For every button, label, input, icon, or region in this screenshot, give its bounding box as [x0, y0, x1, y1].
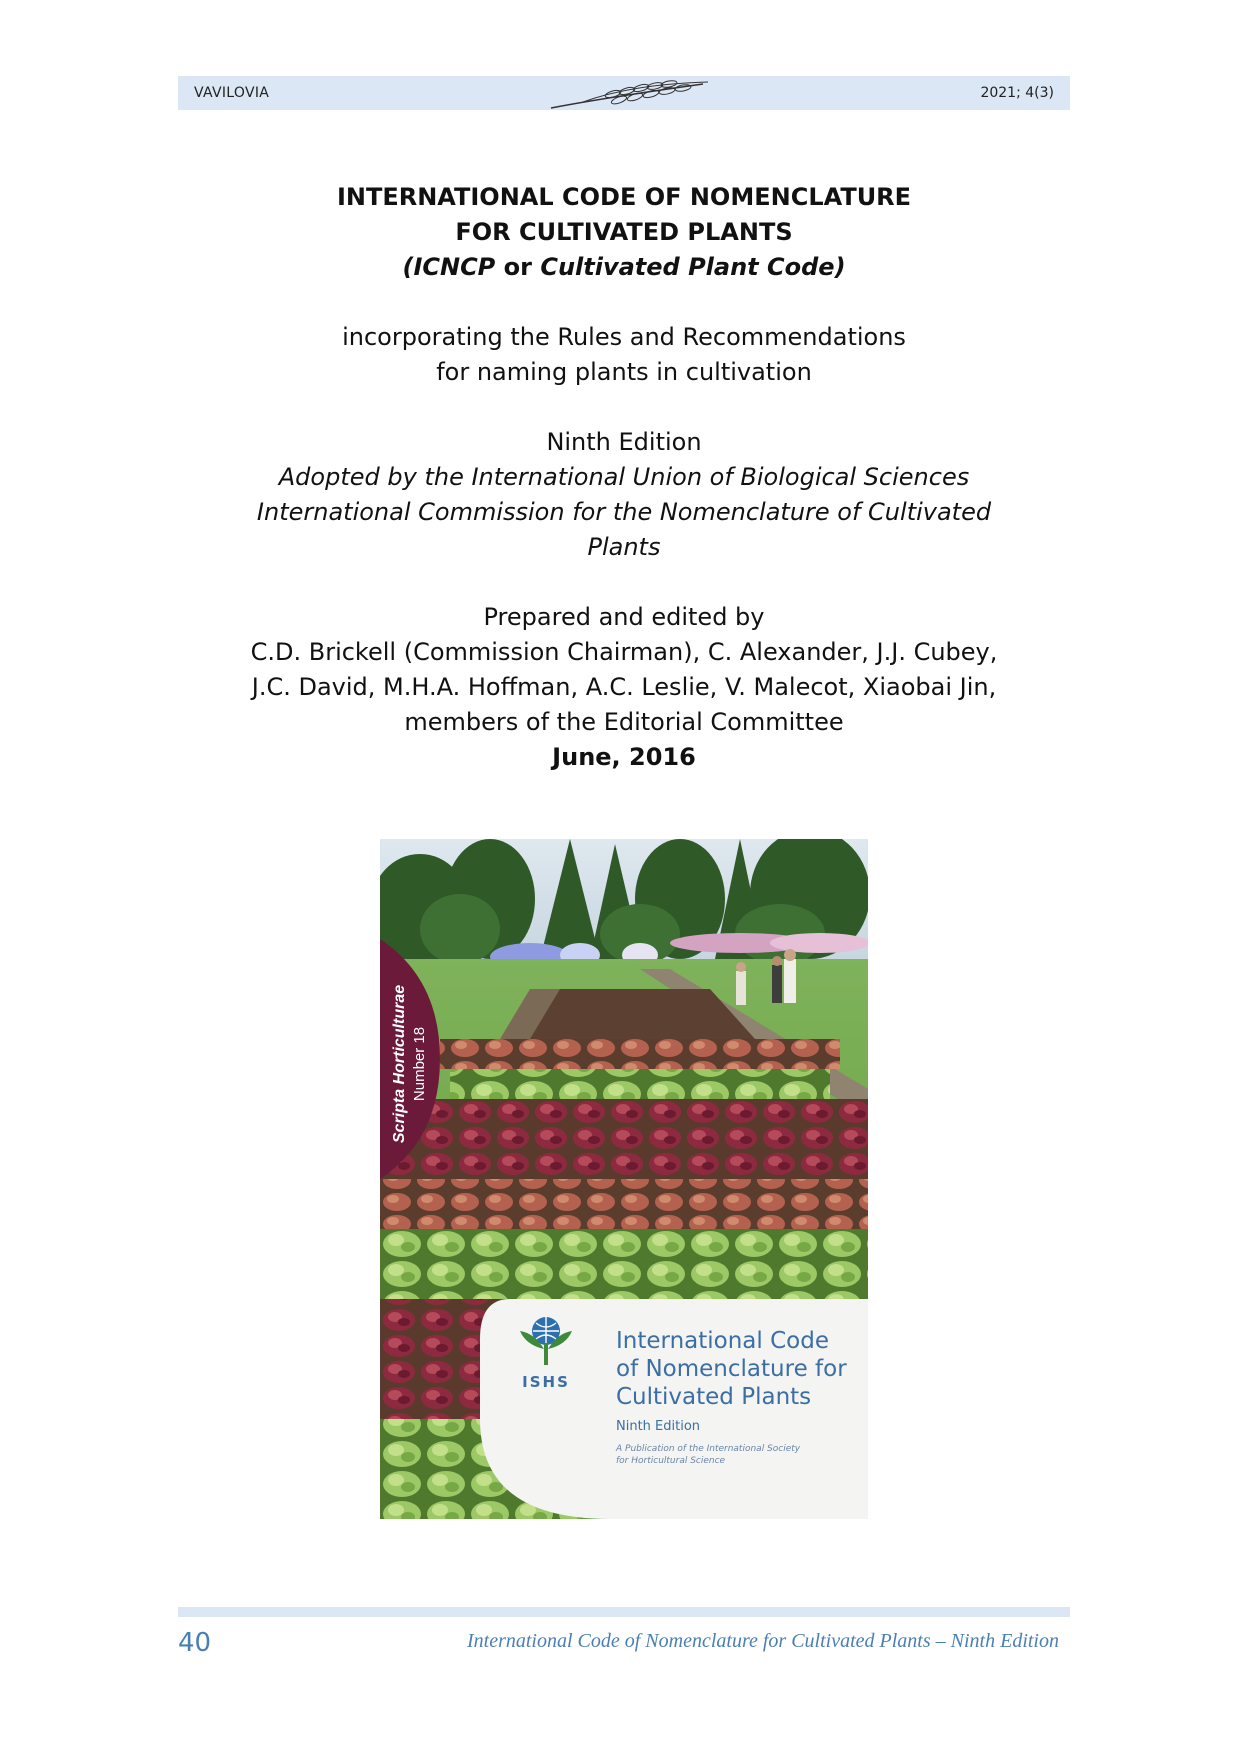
cover-edition: Ninth Edition [616, 1419, 701, 1434]
wheat-ear-icon [543, 78, 713, 112]
series-label [382, 949, 440, 1179]
title-line-2: FOR CULTIVATED PLANTS [455, 218, 793, 246]
cover-publication-note [616, 1443, 816, 1467]
cover-title-line-3: Cultivated Plants [616, 1384, 812, 1410]
credits-line-2: C.D. Brickell (Commission Chairman), C. Alexander, J.J. Cubey, [250, 638, 998, 666]
title-block [178, 180, 1070, 775]
title-line-1: INTERNATIONAL CODE OF NOMENCLATURE [336, 183, 912, 211]
adopted-line-1: Adopted by the International Union of Biological Sciences [278, 463, 970, 491]
ishs-logo-text: ISHS [522, 1373, 570, 1391]
page-number: 40 [178, 1628, 212, 1658]
edition-label: Ninth Edition [546, 428, 702, 456]
running-footer-title: International Code of Nomenclature for Cultivated Plants – Ninth Edition [466, 1630, 1059, 1652]
series-name: Scripta Horticulturae [391, 984, 408, 1144]
title-abbreviation [178, 250, 1070, 285]
credits-line-4: members of the Editorial Committee [404, 708, 844, 736]
ishs-globe-leaf-icon [506, 1309, 586, 1419]
adopted-line-2: International Commission for the Nomenclature of Cultivated [256, 498, 992, 526]
cover-title-line-1: International Code [616, 1328, 829, 1354]
issue-number: 2021; 4(3) [980, 85, 1054, 101]
cover-title-line-2: of Nomenclature for [616, 1356, 847, 1382]
subtitle-line-2: for naming plants in cultivation [436, 358, 812, 386]
series-number: Number 18 [411, 1026, 428, 1102]
abbr-or: or [495, 253, 541, 281]
journal-name: VAVILOVIA [194, 85, 270, 101]
cover-publication-line-2: for Horticultural Science [616, 1456, 726, 1466]
abbr-plant-code: Cultivated Plant Code) [540, 253, 846, 281]
abbr-icncp: (ICNCP [402, 253, 496, 281]
publication-date: June, 2016 [552, 743, 696, 771]
credits-line-1: Prepared and edited by [483, 603, 765, 631]
credits-line-3: J.C. David, M.H.A. Hoffman, A.C. Leslie, V. Malecot, Xiaobai Jin, [251, 673, 997, 701]
cover-title [616, 1327, 866, 1411]
book-cover-image [380, 839, 868, 1519]
adopted-line-3: Plants [587, 533, 661, 561]
subtitle-line-1: incorporating the Rules and Recommendations [342, 323, 906, 351]
footer-rule [178, 1607, 1070, 1617]
cover-publication-line-1: A Publication of the International Society [616, 1444, 801, 1454]
running-header [178, 76, 1070, 110]
